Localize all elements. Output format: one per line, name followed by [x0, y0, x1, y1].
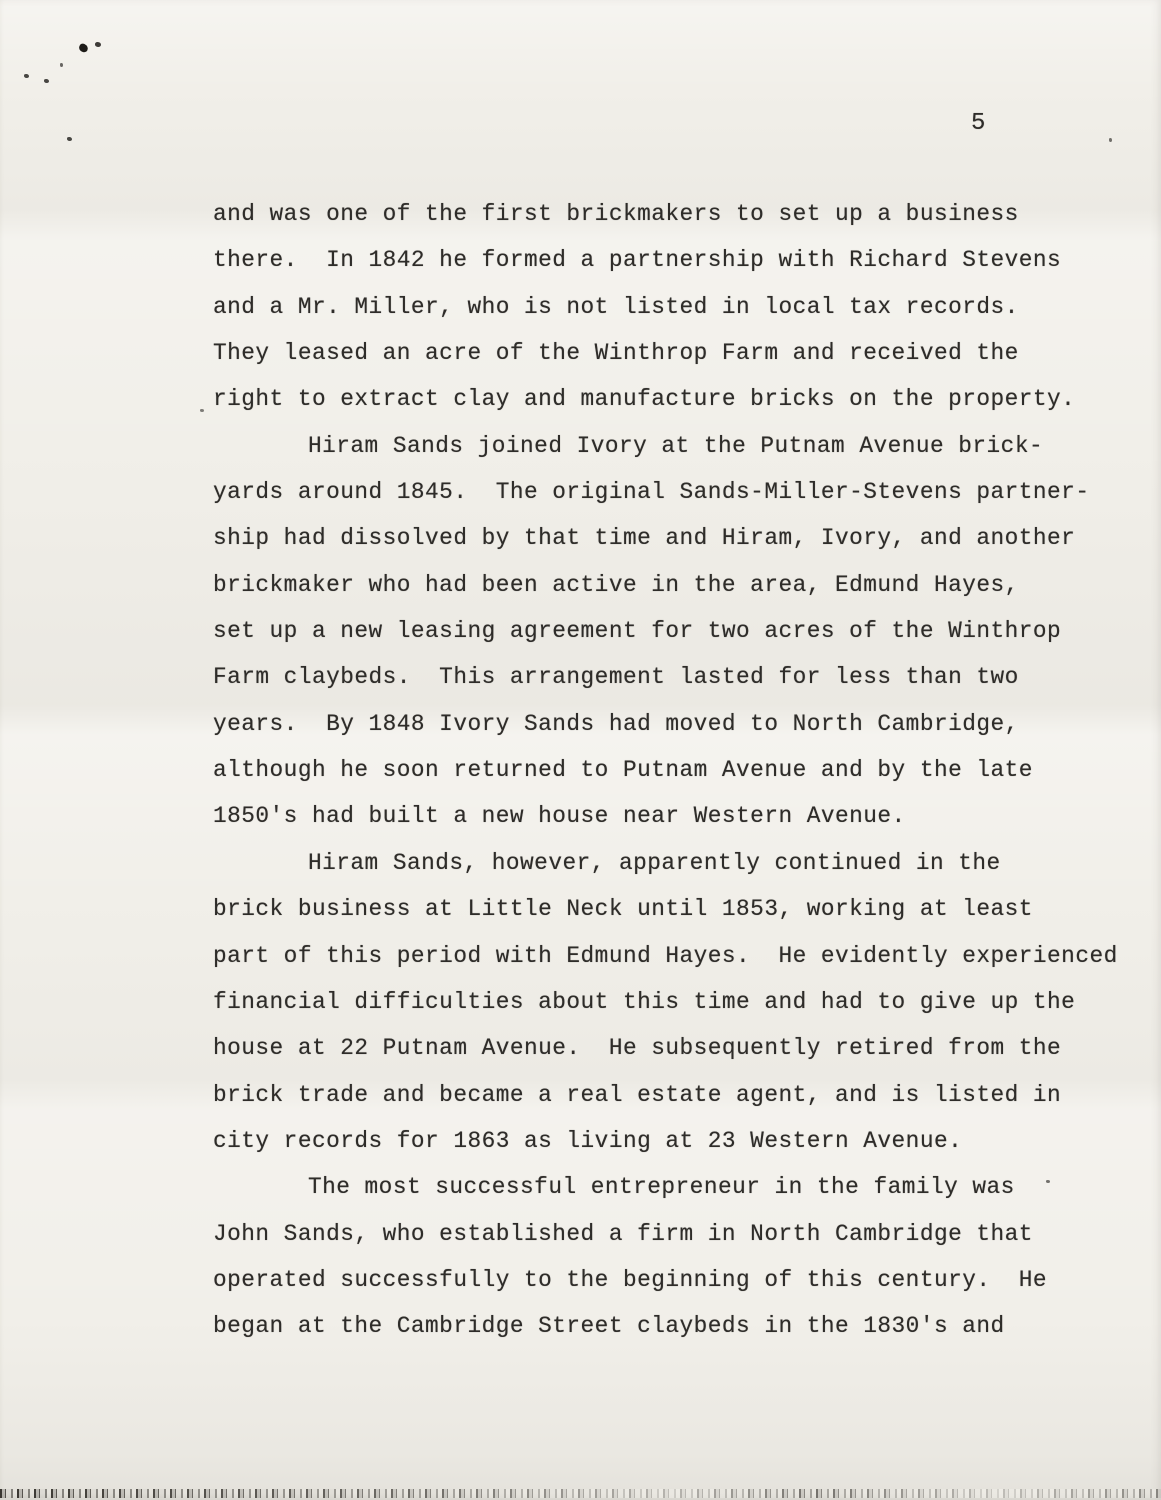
- text-line: right to extract clay and manufacture bricks on the property.: [213, 386, 1076, 413]
- scan-noise-band: [0, 1489, 1161, 1498]
- text-line: began at the Cambridge Street claybeds in the 1830's and: [213, 1313, 1005, 1340]
- text-line: house at 22 Putnam Avenue. He subsequently retired from the: [213, 1035, 1062, 1062]
- text-line: They leased an acre of the Winthrop Farm and received the: [213, 340, 1019, 367]
- text-line: ship had dissolved by that time and Hiram, Ivory, and another: [213, 525, 1076, 552]
- text-line: operated successfully to the beginning of this century. He: [213, 1266, 1048, 1293]
- text-line: and a Mr. Miller, who is not listed in local tax records.: [213, 293, 1019, 320]
- text-line: 1850's had built a new house near Western Avenue.: [213, 803, 906, 830]
- text-line: brickmaker who had been active in the area, Edmund Hayes,: [213, 571, 1019, 598]
- ink-speck: [67, 137, 72, 141]
- ink-speck: [60, 63, 63, 67]
- text-line: Hiram Sands joined Ivory at the Putnam Avenue brick-: [308, 432, 1044, 459]
- text-line: The most successful entrepreneur in the family was: [308, 1174, 1015, 1201]
- ink-speck: [78, 42, 90, 53]
- ink-speck: [44, 79, 49, 83]
- text-line: part of this period with Edmund Hayes. He evidently experienced: [213, 942, 1118, 969]
- paragraph: [213, 1164, 1118, 1349]
- ink-speck: [24, 74, 29, 78]
- page-text: [213, 191, 1118, 1350]
- text-line: years. By 1848 Ivory Sands had moved to North Cambridge,: [213, 710, 1019, 737]
- text-line: set up a new leasing agreement for two acres of the Winthrop: [213, 618, 1062, 645]
- text-line: there. In 1842 he formed a partnership with Richard Stevens: [213, 247, 1062, 274]
- page-number: 5: [971, 110, 986, 137]
- text-line: brick trade and became a real estate agent, and is listed in: [213, 1081, 1062, 1108]
- text-line: although he soon returned to Putnam Avenue and by the late: [213, 757, 1033, 784]
- text-line: Hiram Sands, however, apparently continued in the: [308, 849, 1001, 876]
- paragraph: [213, 840, 1118, 1164]
- text-line: yards around 1845. The original Sands-Miller-Stevens partner-: [213, 479, 1090, 506]
- text-line: Farm claybeds. This arrangement lasted for less than two: [213, 664, 1019, 691]
- text-line: John Sands, who established a firm in North Cambridge that: [213, 1220, 1033, 1247]
- text-line: and was one of the first brickmakers to set up a business: [213, 201, 1019, 227]
- ink-speck: [1046, 1180, 1050, 1183]
- ink-speck: [95, 42, 101, 47]
- text-line: city records for 1863 as living at 23 Western Avenue.: [213, 1127, 963, 1154]
- text-line: financial difficulties about this time and had to give up the: [213, 988, 1076, 1015]
- ink-speck: [1109, 138, 1112, 142]
- ink-speck: [200, 409, 204, 412]
- paragraph: [213, 191, 1118, 423]
- text-line: brick business at Little Neck until 1853, working at least: [213, 896, 1033, 923]
- paragraph: [213, 423, 1118, 840]
